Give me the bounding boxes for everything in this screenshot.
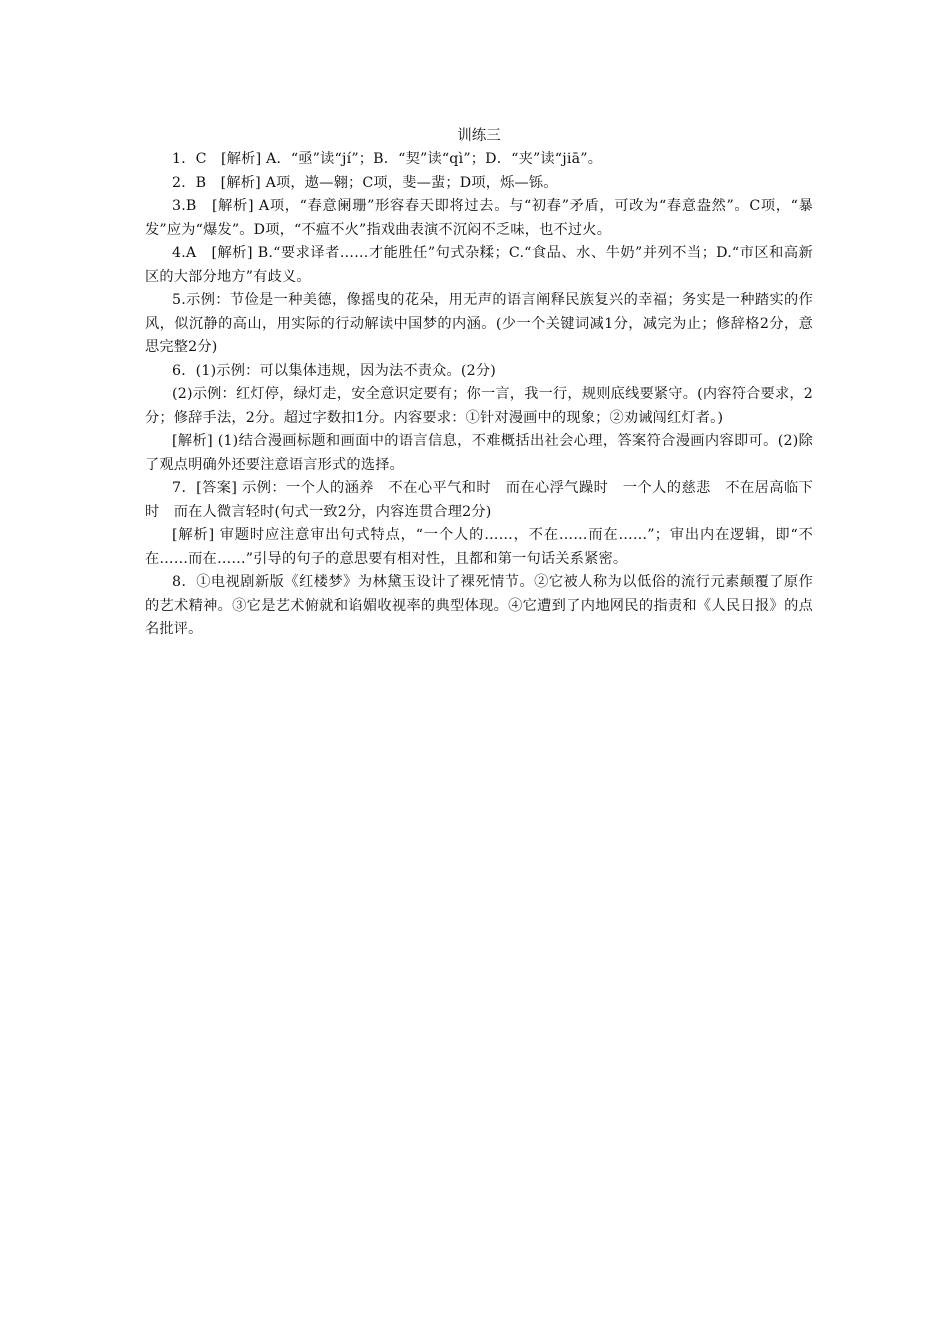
answer-6-part-1: 6．(1)示例：可以集体违规，因为法不责众。(2分) xyxy=(172,362,496,379)
answer-7-analysis: [解析] 审题时应注意审出句式特点，“一个人的……，不在……而在……”；审出内在逻辑，即“不在……而在……”引导的句子的意思要有相对性，且都和第一句话关系紧密。 xyxy=(145,527,813,567)
answer-3: 3.B [解析] A项，“春意阑珊”形容春天即将过去。与“初春”矛盾，可改为“春意盎然”。C项，“暴发”应为“爆发”。D项，“不瘟不火”指戏曲表演不沉闷不乏味，也不过火。 xyxy=(145,198,813,238)
document-title: 训练三 xyxy=(457,128,501,144)
answer-document xyxy=(145,125,813,642)
answer-6-analysis: [解析] (1)结合漫画标题和画面中的语言信息，不难概括出社会心理，答案符合漫画内容即可。(2)除了观点明确外还要注意语言形式的选择。 xyxy=(145,433,813,473)
answer-6-part-2: (2)示例：红灯停，绿灯走，安全意识定要有；你一言，我一行，规则底线要紧守。(内容符合要求，2分；修辞手法，2分。超过字数扣1分。内容要求：①针对漫画中的现象；②劝诫闯红灯者。) xyxy=(145,386,813,426)
answer-1: 1．C [解析] A．“亟”读“jí”；B．“契”读“qì”；D．“夹”读“jiā”。 xyxy=(172,151,603,167)
answer-7: 7．[答案] 示例：一个人的涵养 不在心平气和时 而在心浮气躁时 一个人的慈悲 不在居高临下时 而在人微言轻时(句式一致2分，内容连贯合理2分) xyxy=(145,480,813,520)
answer-8: 8．①电视剧新版《红楼梦》为林黛玉设计了裸死情节。②它被人称为以低俗的流行元素颠覆了原作的艺术精神。③它是艺术俯就和谄媚收视率的典型体现。④它遭到了内地网民的指责和《人民日报》的点名批评。 xyxy=(145,574,813,637)
answer-5: 5.示例：节俭是一种美德，像摇曳的花朵，用无声的语言阐释民族复兴的幸福；务实是一种踏实的作风，似沉静的高山，用实际的行动解读中国梦的内涵。(少一个关键词减1分，减完为止；修辞格2分，意思完整2分) xyxy=(145,292,813,355)
answer-2: 2．B [解析] A项，遨—翱；C项，斐—蜚；D项，烁—铄。 xyxy=(172,174,558,191)
answer-4: 4.A [解析] B.“要求译者……才能胜任”句式杂糅；C.“食品、水、牛奶”并列不当；D.“市区和高新区的大部分地方”有歧义。 xyxy=(145,245,813,285)
